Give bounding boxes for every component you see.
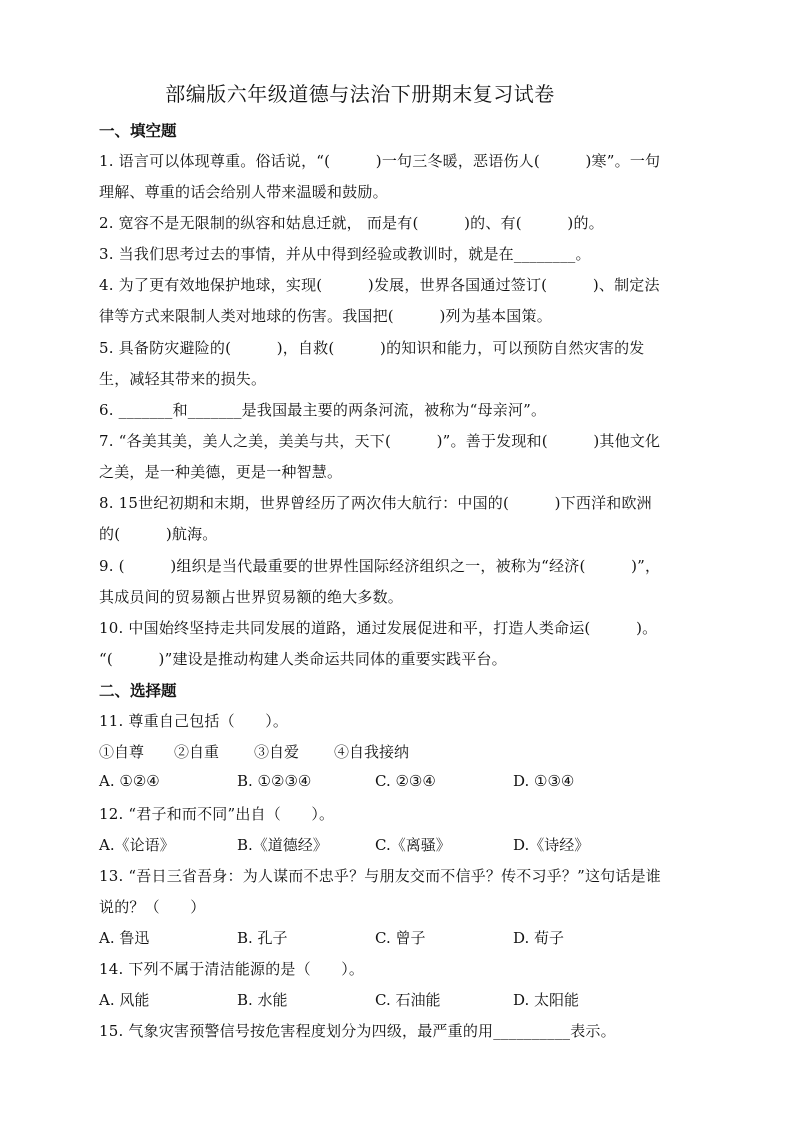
option-d: D. 荀子 xyxy=(513,929,565,947)
option-c: C. 石油能 xyxy=(375,991,441,1009)
option-b: B. 孔子 xyxy=(237,929,288,947)
question-line: 之美，是一种美德，更是一种智慧。 xyxy=(99,463,343,481)
statement-item: ②自重 xyxy=(174,743,220,761)
question-line: 10. 中国始终坚持走共同发展的道路，通过发展促进和平，打造人类命运( )。 xyxy=(99,619,658,637)
option-b: B.《道德经》 xyxy=(237,836,328,854)
option-c: C. ②③④ xyxy=(375,772,436,790)
question-line: 的( )航海。 xyxy=(99,525,218,543)
option-b: B. 水能 xyxy=(237,991,288,1009)
question-line: 1. 语言可以体现尊重。俗话说，“( )一句三冬暖，恶语伤人( )寒”。一句 xyxy=(99,152,661,170)
question-line: “( )”建设是推动构建人类命运共同体的重要实践平台。 xyxy=(99,650,507,668)
question-line: 生，减轻其带来的损失。 xyxy=(99,370,267,388)
option-a: A. 鲁迅 xyxy=(99,929,150,947)
question-stem: 11. 尊重自己包括（ ）。 xyxy=(99,712,289,730)
question-stem: 15. 气象灾害预警信号按危害程度划分为四级，最严重的用__________表示。 xyxy=(99,1022,616,1040)
option-c: C. 曾子 xyxy=(375,929,426,947)
question-line: 7. “各美其美，美人之美，美美与共，天下( )”。善于发现和( )其他文化 xyxy=(99,432,661,450)
question-line: 律等方式来限制人类对地球的伤害。我国把( )列为基本国策。 xyxy=(99,307,552,325)
question-line: 4. 为了更有效地保护地球，实现( )发展，世界各国通过签订( )、制定法 xyxy=(99,276,660,294)
question-line: 3. 当我们思考过去的事情，并从中得到经验或教训时，就是在________。 xyxy=(99,245,591,263)
question-stem: 12. “君子和而不同”出自（ ）。 xyxy=(99,805,335,823)
option-d: D. ①③④ xyxy=(513,772,575,790)
section-choice-heading: 二、选择题 xyxy=(99,681,177,700)
question-stem: 14. 下列不属于清洁能源的是（ ）。 xyxy=(99,960,365,978)
question-stem: 说的？（ ） xyxy=(99,898,206,916)
section-fill-heading: 一、填空题 xyxy=(99,121,177,140)
statement-item: ④自我接纳 xyxy=(334,743,410,761)
option-d: D.《诗经》 xyxy=(513,836,590,854)
option-d: D. 太阳能 xyxy=(513,991,580,1009)
option-a: A. 风能 xyxy=(99,991,150,1009)
question-line: 5. 具备防灾避险的( )，自救( )的知识和能力，可以预防自然灾害的发 xyxy=(99,339,645,357)
question-line: 8. 15世纪初期和末期，世界曾经历了两次伟大航行：中国的( )下西洋和欧洲 xyxy=(99,494,652,512)
statement-item: ①自尊 xyxy=(99,743,145,761)
question-line: 9. ( )组织是当代最重要的世界性国际经济组织之一，被称为“经济( )”， xyxy=(99,557,661,575)
option-b: B. ①②③④ xyxy=(237,772,312,790)
question-line: 6. _______和_______是我国最主要的两条河流，被称为“母亲河”。 xyxy=(99,401,547,419)
option-c: C.《离骚》 xyxy=(375,836,451,854)
option-a: A. ①②④ xyxy=(99,772,160,790)
question-line: 2. 宽容不是无限制的纵容和姑息迁就， 而是有( )的、有( )的。 xyxy=(99,214,604,232)
question-line: 其成员间的贸易额占世界贸易额的绝大多数。 xyxy=(99,588,404,606)
statement-item: ③自爱 xyxy=(254,743,300,761)
page-title: 部编版六年级道德与法治下册期末复习试卷 xyxy=(165,82,555,106)
question-line: 理解、尊重的话会给别人带来温暖和鼓励。 xyxy=(99,183,388,201)
option-a: A.《论语》 xyxy=(99,836,175,854)
question-stem: 13. “吾日三省吾身：为人谋而不忠乎？与朋友交而不信乎？传不习乎？”这句话是谁 xyxy=(99,867,661,885)
